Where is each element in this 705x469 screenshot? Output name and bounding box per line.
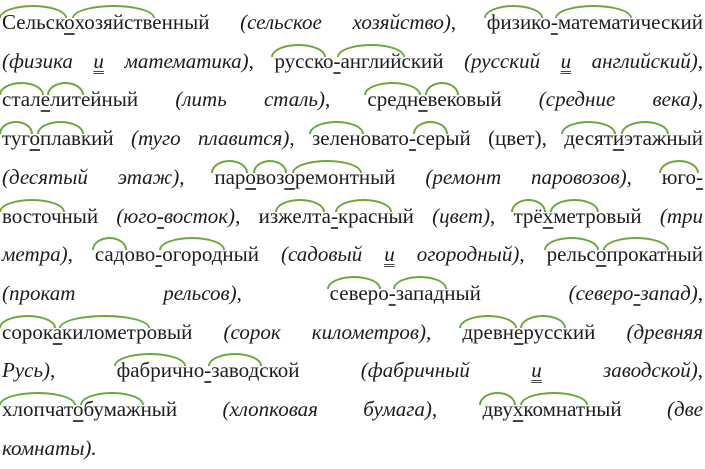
text-segment: ский: [401, 48, 465, 73]
text-line: [2, 313, 703, 352]
connector-underline: -: [696, 164, 703, 189]
text-segment: (три: [659, 203, 704, 228]
root-arc-mark: север: [329, 280, 379, 305]
text-segment: ,: [67, 242, 95, 267]
connector-underline: -: [330, 203, 338, 228]
text-segment: ,: [235, 203, 259, 228]
root-arc-mark: средн: [367, 87, 419, 112]
text-segment: овый: [146, 319, 224, 344]
root-arc-mark: сад: [94, 242, 125, 267]
text-segment: овый: [595, 203, 660, 228]
connector-underline: а: [52, 319, 63, 344]
text-segment: но: [182, 358, 205, 383]
root-arc-mark: бумаж: [83, 397, 141, 422]
text-line: [2, 390, 703, 429]
text-segment: ,: [541, 126, 565, 151]
root-arc-mark: математ: [557, 10, 630, 34]
text-line: [2, 429, 703, 468]
text-line: [2, 235, 703, 274]
text-segment: заводской): [541, 358, 698, 383]
root-arc-mark: зелен: [311, 126, 361, 151]
text-segment: ,: [697, 87, 703, 112]
text-segment: (цвет): [432, 203, 490, 228]
connector-underline: е: [418, 87, 428, 112]
text-segment: ской: [259, 358, 361, 383]
text-segment: метра): [2, 242, 68, 267]
text-segment: ,: [236, 280, 330, 305]
text-segment: ный: [358, 164, 426, 189]
root-arc-mark: древн: [462, 319, 514, 344]
connector-underline: -: [633, 280, 641, 305]
text-segment: ,: [519, 242, 547, 267]
text-segment: ,: [697, 280, 703, 305]
connector-underline: х: [542, 203, 554, 228]
text-segment: ный: [444, 280, 569, 305]
connector-underline: -: [388, 280, 396, 305]
root-arc-mark: сорок: [2, 319, 53, 344]
text-segment: ,: [50, 358, 117, 383]
text-segment: (северо: [568, 280, 634, 305]
text-segment: запад): [640, 280, 698, 305]
text-segment: о: [540, 10, 551, 34]
text-segment: из: [258, 203, 279, 228]
text-segment: ый: [445, 126, 489, 151]
text-segment: о: [322, 48, 334, 73]
connector-underline: -: [408, 126, 416, 151]
root-arc-mark: русск: [274, 48, 323, 73]
root-arc-mark: ремонт: [294, 164, 359, 189]
connector-underline: -: [155, 242, 163, 267]
connector-underline: о: [29, 126, 40, 151]
text-segment: (древняя: [626, 319, 704, 344]
text-segment: ,: [248, 48, 275, 73]
text-segment: (сорок километров): [223, 319, 426, 344]
text-segment: ный: [666, 126, 704, 151]
root-arc-mark: запад: [395, 280, 445, 305]
text-segment: (десятый этаж): [2, 164, 180, 189]
text-segment: кий: [80, 126, 132, 151]
root-arc-mark: век: [427, 87, 456, 112]
connector-underline: о: [72, 397, 84, 422]
text-segment: енный: [152, 10, 241, 34]
text-segment: ный: [585, 397, 667, 422]
text-segment: (юго: [116, 203, 157, 228]
text-segment: ,: [324, 87, 368, 112]
text-segment: а: [321, 203, 331, 228]
conjunction-double-underline: и: [560, 48, 572, 73]
root-arc-mark: сер: [415, 126, 446, 151]
connector-underline: о: [284, 164, 295, 189]
conjunction-double-underline: и: [384, 242, 395, 267]
root-arc-mark: туг: [2, 126, 30, 151]
connector-underline: -: [333, 48, 341, 73]
conjunction-double-underline: и: [531, 358, 542, 383]
connector-underline: х: [512, 397, 524, 422]
connector-underline: о: [245, 164, 256, 189]
text-segment: (туго плавится): [131, 126, 290, 151]
text-segment: Русь): [2, 358, 51, 383]
text-segment: ,: [431, 397, 483, 422]
root-arc-mark: хозяйств: [74, 10, 153, 34]
text-segment: ный: [222, 242, 281, 267]
text-segment: английский): [571, 48, 698, 73]
connector-underline: -: [156, 203, 164, 228]
connector-underline: -: [550, 10, 558, 34]
root-arc-mark: юго: [661, 164, 696, 189]
root-arc-mark: англий: [340, 48, 402, 73]
text-segment: (цвет): [488, 126, 542, 151]
text-segment: о: [378, 280, 389, 305]
text-line: [2, 42, 703, 81]
text-segment: (сельское хозяйство): [240, 10, 451, 34]
text-segment: ный: [140, 397, 223, 422]
text-segment: (фабричный: [360, 358, 532, 383]
connector-underline: о: [595, 242, 607, 267]
text-segment: (две: [666, 397, 704, 422]
text-line: [2, 119, 703, 158]
connector-underline: е: [40, 87, 51, 112]
connector-underline: о: [64, 10, 75, 34]
text-segment: огородный): [394, 242, 520, 267]
root-arc-mark: красн: [337, 203, 389, 228]
connector-underline: -: [204, 358, 212, 383]
text-segment: ,: [697, 358, 704, 383]
text-segment: восток): [163, 203, 236, 228]
root-arc-mark: Сельск: [2, 10, 65, 34]
text-segment: (русский: [464, 48, 561, 73]
conjunction-double-underline: и: [93, 48, 104, 73]
text-segment: ,: [489, 203, 514, 228]
text-line: [2, 80, 703, 119]
root-arc-mark: восточ: [2, 203, 62, 228]
text-segment: ный: [666, 242, 704, 267]
text-segment: математика): [103, 48, 249, 73]
root-arc-mark: фабрич: [116, 358, 183, 383]
root-arc-mark: воз: [255, 164, 285, 189]
text-line: [2, 197, 703, 236]
root-arc-mark: лит: [50, 87, 81, 112]
root-arc-mark: физик: [486, 10, 541, 34]
text-segment: ый: [388, 203, 433, 228]
root-arc-mark: прокат: [606, 242, 667, 267]
root-arc-mark: хлопчат: [2, 397, 73, 422]
root-arc-mark: рельс: [546, 242, 596, 267]
root-arc-mark: десят: [564, 126, 613, 151]
root-arc-mark: этаж: [624, 126, 667, 151]
text-segment: кий: [562, 319, 627, 344]
text-line: [2, 158, 703, 197]
text-segment: ,: [697, 48, 703, 73]
text-segment: ,: [289, 126, 312, 151]
text-segment: (лить сталь): [175, 87, 325, 112]
text-segment: (садовый: [280, 242, 385, 267]
root-arc-mark: желт: [278, 203, 322, 228]
text-segment: комнаты).: [2, 435, 97, 460]
text-segment: (физика: [2, 48, 94, 73]
root-arc-mark: русс: [523, 319, 563, 344]
text-line: [2, 274, 703, 313]
text-segment: (прокат рельсов): [2, 280, 237, 305]
text-segment: ный: [61, 203, 117, 228]
text-line: [2, 351, 703, 390]
text-segment: ейный: [80, 87, 176, 112]
text-segment: ,: [179, 164, 215, 189]
text-segment: (хлопковая бумага): [222, 397, 432, 422]
root-arc-mark: трё: [513, 203, 543, 228]
text-segment: овый: [455, 87, 539, 112]
text-segment: (ремонт паровозов): [425, 164, 627, 189]
text-segment: ический: [629, 10, 703, 34]
root-arc-mark: завод: [211, 358, 260, 383]
root-arc-mark: огород: [162, 242, 223, 267]
root-arc-mark: метр: [553, 203, 596, 228]
text-segment: ,: [425, 319, 463, 344]
root-arc-mark: километр: [62, 319, 147, 344]
root-arc-mark: пар: [214, 164, 246, 189]
text-line: [2, 3, 703, 42]
text-segment: (средние века): [538, 87, 698, 112]
text-segment: ,: [450, 10, 487, 34]
root-arc-mark: плав: [40, 126, 81, 151]
text-segment: ово: [124, 242, 156, 267]
connector-underline: и: [612, 126, 625, 151]
text-segment: ,: [626, 164, 662, 189]
root-arc-mark: дву: [482, 397, 513, 422]
text-segment: овато: [360, 126, 409, 151]
root-arc-mark: стал: [2, 87, 41, 112]
root-arc-mark: комнат: [523, 397, 586, 422]
exercise-text: [2, 3, 703, 467]
connector-underline: е: [514, 319, 524, 344]
